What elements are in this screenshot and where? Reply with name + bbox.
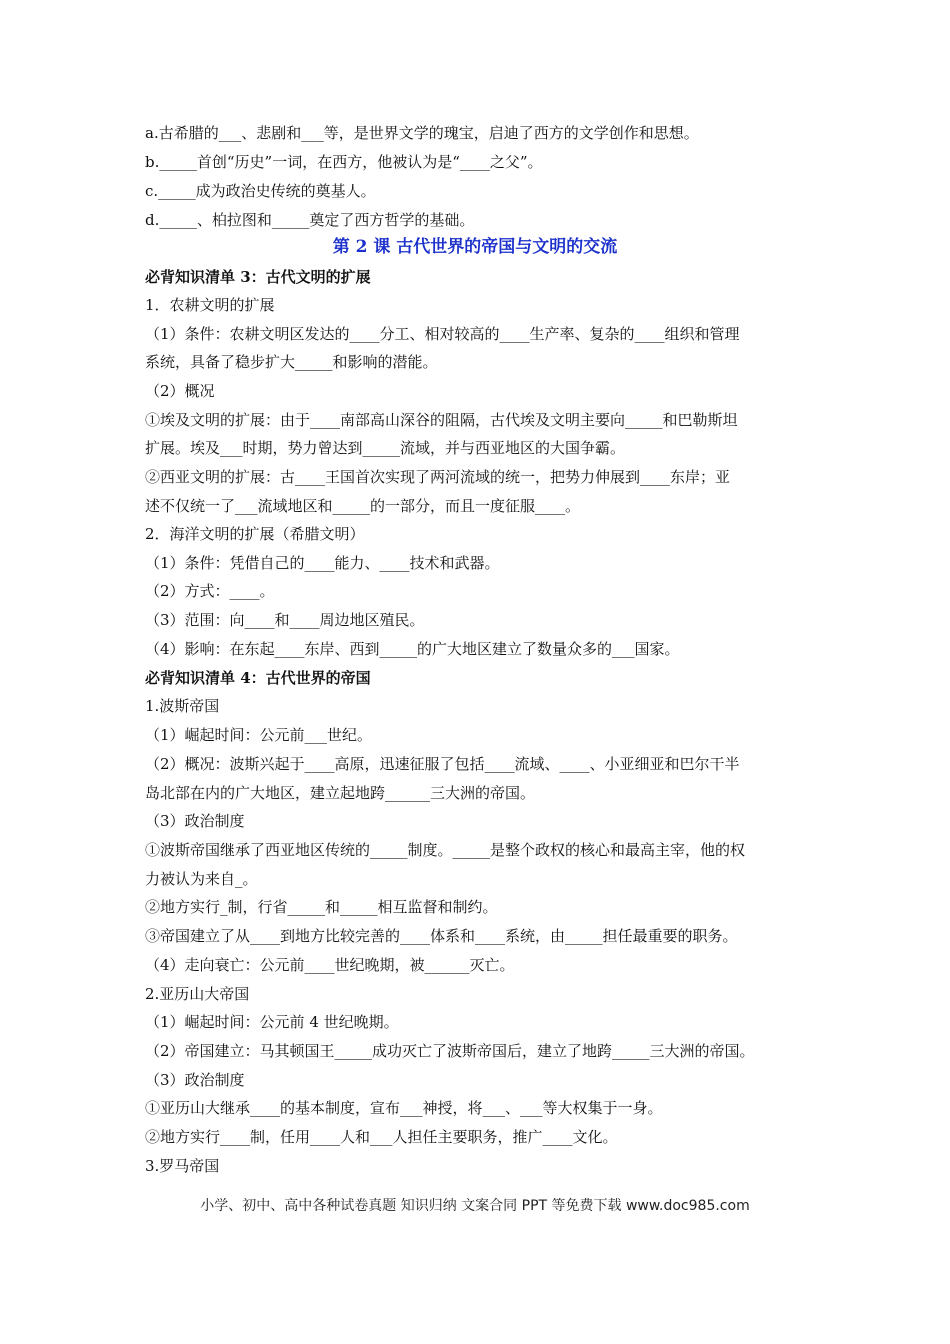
section4-line: ①波斯帝国继承了西亚地区传统的_____制度。_____是整个政权的核心和最高主宰，他的权 [145,841,746,859]
intro-line-b: b._____首创“历史”一词，在西方，他被认为是“____之父”。 [145,153,543,171]
intro-line-c: c._____成为政治史传统的奠基人。 [145,182,376,200]
section4-line: （2）概况：波斯兴起于____高原，迅速征服了包括____流域、____、小亚细亚和巴尔干半 [145,755,740,773]
section4-line: （2）帝国建立：马其顿国王_____成功灭亡了波斯帝国后，建立了地跨_____三大洲的帝国。 [145,1042,755,1060]
section4-line: 2.亚历山大帝国 [145,985,250,1003]
section4-line: 力被认为来自_。 [145,870,258,888]
section3-line: 1．农耕文明的扩展 [145,296,275,314]
section4-line: （3）政治制度 [145,1071,245,1089]
section3-heading: 必背知识清单 3：古代文明的扩展 [145,268,371,286]
section3-line: （2）方式：____。 [145,582,275,600]
section4-line: （4）走向衰亡：公元前____世纪晚期，被______灭亡。 [145,956,515,974]
page-footer: 小学、初中、高中各种试卷真题 知识归纳 文案合同 PPT 等免费下载 www.doc985.com [200,1198,750,1214]
intro-line-a: a.古希腊的___、悲剧和___等，是世界文学的瑰宝，启迪了西方的文学创作和思想。 [145,124,699,142]
section4-line: 1.波斯帝国 [145,697,220,715]
section3-line: （3）范围：向____和____周边地区殖民。 [145,611,425,629]
section3-line: 扩展。埃及___时期，势力曾达到_____流域，并与西亚地区的大国争霸。 [145,439,626,457]
section4-line: 3.罗马帝国 [145,1157,220,1175]
section4-line: ②地方实行____制，任用____人和___人担任主要职务，推广____文化。 [145,1128,618,1146]
section4-line: ③帝国建立了从____到地方比较完善的____体系和____系统，由_____担任最重要的职务。 [145,927,738,945]
section3-line: （1）条件：农耕文明区发达的____分工、相对较高的____生产率、复杂的____组织和管理 [145,325,740,343]
section4-line: ①亚历山大继承____的基本制度，宣布___神授，将___、___等大权集于一身。 [145,1099,663,1117]
intro-line-d: d._____、柏拉图和_____奠定了西方哲学的基础。 [145,211,475,229]
section4-heading: 必背知识清单 4：古代世界的帝国 [145,669,371,687]
section3-line: ②西亚文明的扩展：古____王国首次实现了两河流域的统一，把势力伸展到____东岸；亚 [145,468,731,486]
section3-line: （1）条件：凭借自己的____能力、____技术和武器。 [145,554,500,572]
lesson-title: 第 2 课 古代世界的帝国与文明的交流 [332,237,618,257]
section4-line: ②地方实行_制，行省_____和_____相互监督和制约。 [145,898,498,916]
section3-line: 2．海洋文明的扩展（希腊文明） [145,525,365,543]
section4-line: （1）崛起时间：公元前___世纪。 [145,726,373,744]
section4-line: （3）政治制度 [145,812,245,830]
section4-line: （1）崛起时间：公元前 4 世纪晚期。 [145,1013,399,1031]
section3-line: （4）影响：在东起____东岸、西到_____的广大地区建立了数量众多的___国家。 [145,640,680,658]
section3-line: ①埃及文明的扩展：由于____南部高山深谷的阻隔，古代埃及文明主要向_____和巴勒斯坦 [145,411,738,429]
section3-line: 述不仅统一了___流域地区和_____的一部分，而且一度征服____。 [145,497,581,515]
section3-line: （2）概况 [145,382,215,400]
section4-line: 岛北部在内的广大地区，建立起地跨______三大洲的帝国。 [145,784,536,802]
section3-line: 系统，具备了稳步扩大_____和影响的潜能。 [145,353,438,371]
